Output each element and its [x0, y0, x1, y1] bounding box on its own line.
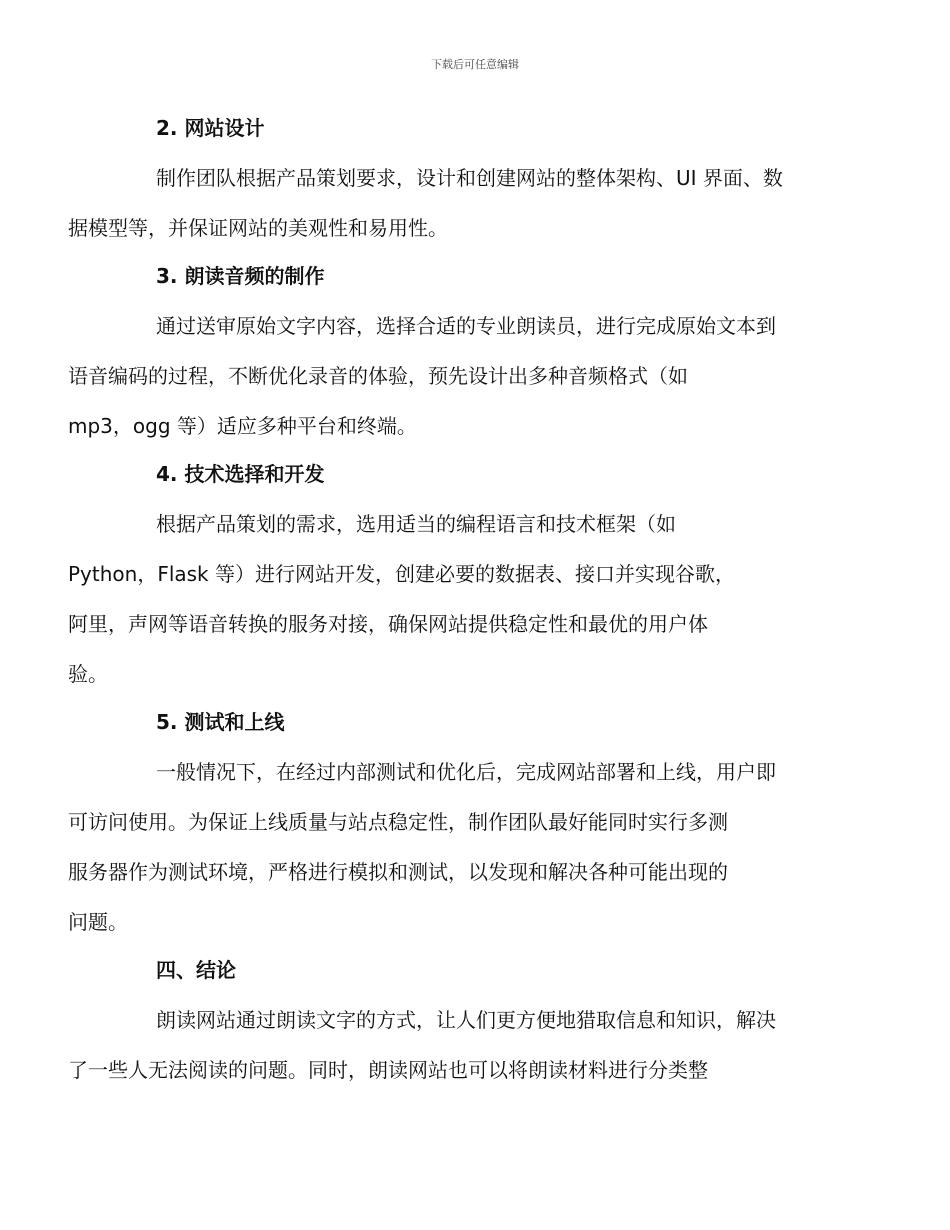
paragraph-line: 阿里，声网等语音转换的服务对接，确保网站提供稳定性和最优的用户体 — [68, 612, 708, 636]
paragraph-line: Python，Flask 等）进行网站开发，创建必要的数据表、接口并实现谷歌， — [68, 562, 736, 586]
paragraph — [68, 499, 832, 699]
paragraph-line: 朗读网站通过朗读文字的方式，让人们更方便地猎取信息和知识，解决 — [156, 1008, 776, 1032]
section-heading: 4. 技术选择和开发 — [156, 462, 325, 486]
section-heading: 3. 朗读音频的制作 — [156, 264, 325, 288]
section-heading: 5. 测试和上线 — [156, 710, 285, 734]
paragraph — [68, 153, 832, 253]
section-tech-development — [68, 459, 832, 699]
paragraph-line: 问题。 — [68, 910, 128, 934]
paragraph-line: 验。 — [68, 662, 108, 686]
paragraph-line: 根据产品策划的需求，选用适当的编程语言和技术框架（如 — [156, 512, 676, 536]
paragraph — [68, 995, 832, 1095]
paragraph-line: 一般情况下，在经过内部测试和优化后，完成网站部署和上线，用户即 — [156, 760, 776, 784]
paragraph-line: 据模型等，并保证网站的美观性和易用性。 — [68, 216, 448, 240]
paragraph-line: 了一些人无法阅读的问题。同时，朗读网站也可以将朗读材料进行分类整 — [68, 1058, 708, 1082]
document-body — [68, 108, 832, 1103]
section-heading: 2. 网站设计 — [156, 116, 265, 140]
section-conclusion — [68, 955, 832, 1095]
paragraph-line: mp3，ogg 等）适应多种平台和终端。 — [68, 414, 417, 438]
paragraph-line: 通过送审原始文字内容，选择合适的专业朗读员，进行完成原始文本到 — [156, 314, 776, 338]
section-heading: 四、结论 — [156, 958, 236, 982]
paragraph-line: 服务器作为测试环境，严格进行模拟和测试，以发现和解决各种可能出现的 — [68, 860, 728, 884]
section-testing-launch — [68, 707, 832, 947]
paragraph-line: 语音编码的过程，不断优化录音的体验，预先设计出多种音频格式（如 — [68, 364, 688, 388]
paragraph-line: 制作团队根据产品策划要求，设计和创建网站的整体架构、UI 界面、数 — [156, 166, 783, 190]
paragraph — [68, 301, 832, 451]
header-note: 下载后可任意编辑 — [431, 58, 519, 71]
section-audio-production — [68, 261, 832, 451]
paragraph — [68, 747, 832, 947]
section-website-design — [68, 113, 832, 253]
paragraph-line: 可访问使用。为保证上线质量与站点稳定性，制作团队最好能同时实行多测 — [68, 810, 728, 834]
